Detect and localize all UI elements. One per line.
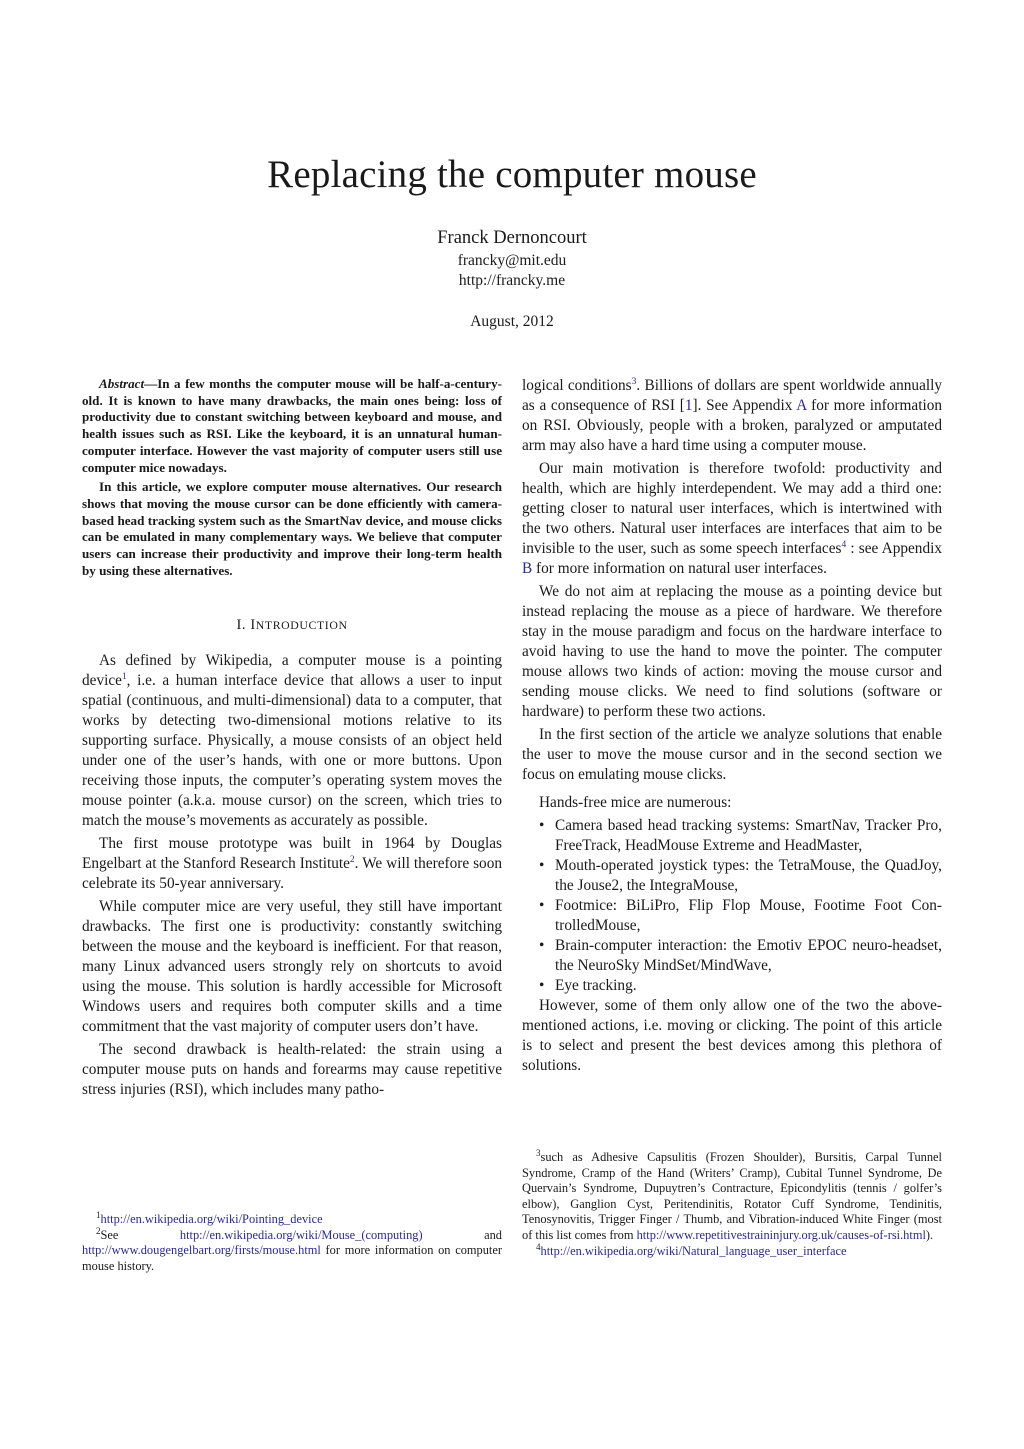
footnote-3-number: 3 [536, 1148, 541, 1158]
footnote-4-number: 4 [536, 1241, 541, 1252]
right-paragraph-5: Hands-free mice are numerous: [539, 794, 732, 811]
list-item: • Brain-computer interaction: the Emotiv EPOC neuro-headset, the NeuroSky MindSet/MindWave, [555, 936, 942, 976]
intro-paragraph-3: While computer mice are very useful, they still have important drawbacks. The first one is productivity: constantly switching between the mouse and the keyboard is inefficient. For that reason, many Linux advanced users strongly rely on shortcuts to avoid using the mouse. This solution is hardly accessible for Microsoft Windows users and requires both computer skills and a time commitment that the vast majority of computer users don’t have. [82, 898, 502, 1036]
right-p2-text-a: Our main motivation is therefore twofold: productivity and health, which are highly interdependent. We may add a third one: getting closer to natural user interfaces, which is intertwined with the two others. Natural user interfaces are interfaces that aim to be invisible to the user, such as some speech interfaces [522, 460, 942, 557]
list-item: • Footmice: BiLiPro, Flip Flop Mouse, Footime Foot Con-trolledMouse, [555, 896, 942, 936]
hands-free-mice-list [522, 816, 942, 996]
right-p2-text-c: for more information on natural user interfaces. [532, 560, 827, 577]
paper-title: Replacing the computer mouse [267, 153, 757, 196]
footnote-2-link-2[interactable]: http://www.dougengelbart.org/firsts/mouse.html [82, 1243, 321, 1258]
list-item: • Camera based head tracking systems: SmartNav, Tracker Pro, FreeTrack, HeadMouse Extreme and HeadMaster, [555, 816, 942, 856]
footnote-3 [522, 1150, 942, 1244]
section-first-letter: I [250, 617, 256, 634]
right-paragraph-6: However, some of them only allow one of the two the above-mentioned actions, i.e. moving or clicking. The point of this article is to select and present the best devices among this plethora of solutions. [522, 997, 942, 1074]
abstract-label: Abstract [99, 376, 145, 391]
footnote-4 [522, 1241, 942, 1260]
appendix-ref-b[interactable]: B [522, 560, 533, 577]
footnote-3-text: such as Adhesive Capsulitis (Frozen Shoulder), Bursitis, Carpal Tunnel Syndrome, Cramp of the Hand (Writers’ Cramp), Cubital Tunnel Syndrome, De Quervain’s Syndrome, Dupuytren’s Contracture, Epicondylitis (tennis / golfer’s elbow), Ganglion Cyst, Peritendinitis, Rotator Cuff Syndrome, Tendinitis, Tenosynovitis, Trigger Finger / Thumb, and Vibration-induced White Finger (most of this list comes from [522, 1150, 942, 1242]
footnote-2-prefix: See [100, 1227, 180, 1242]
left-column [82, 376, 502, 1100]
footnote-2-mid: and [422, 1227, 502, 1242]
right-p2-text-b: : see Appendix [846, 540, 942, 557]
intro-p2-text-b: . We will therefore soon celebrate its 50-year anniversary. [82, 855, 502, 893]
abstract [82, 376, 502, 579]
footnote-2-link-1[interactable]: http://en.wikipedia.org/wiki/Mouse_(computing) [179, 1227, 423, 1242]
footnote-1 [82, 1212, 502, 1228]
right-column-body [522, 376, 942, 813]
intro-paragraph-2 [82, 834, 502, 894]
list-item: • Mouth-operated joystick types: the TetraMouse, the QuadJoy, the Jouse2, the IntegraMouse, [555, 856, 942, 896]
right-paragraph-1 [522, 376, 942, 456]
abstract-paragraph-1 [82, 376, 502, 476]
footnote-2 [82, 1225, 502, 1275]
footnotes-right [522, 1150, 942, 1259]
author-name: Franck Dernoncourt [437, 228, 587, 248]
footnote-ref-3[interactable]: 3 [631, 377, 637, 387]
intro-paragraph-1 [82, 651, 502, 831]
abstract-text-1: —In a few months the computer mouse will be half-a-century-old. It is known to have many drawbacks, the main ones being: loss of productivity due to constant switching between keyboard and mouse, and health issues such as RSI. Like the keyboard, it is an unnatural human-computer interface. However the vast majority of computer users still use computer mice nowadays. [82, 376, 502, 475]
footnote-1-link[interactable]: http://en.wikipedia.org/wiki/Pointing_device [100, 1212, 323, 1226]
intro-p1-text-b: , i.e. a human interface device that allows a user to input spatial (continuous, and multi-dimensional) data to a computer, that works by detecting two-dimensional motions relative to its supporting surface. Physically, a mouse consists of an object held under one of the user’s hands, with one or more buttons. Upon receiving those inputs, the computer’s operating system moves the mouse pointer (a.k.a. mouse cursor) on the screen, which tries to match the mouse’s movements as accurately as possible. [82, 672, 502, 830]
section-numeral: I. [236, 617, 251, 634]
publication-date: August, 2012 [470, 313, 554, 330]
intro-p1-text-a: As defined by Wikipedia, a computer mouse is a pointing device [82, 652, 502, 690]
footnote-4-link[interactable]: http://en.wikipedia.org/wiki/Natural_language_user_interface [540, 1243, 847, 1258]
author-homepage: http://francky.me [458, 272, 566, 289]
footnote-3-suffix: ). [925, 1227, 934, 1242]
right-column-body-end [522, 996, 942, 1076]
section-title-caps: NTRODUCTION [255, 618, 348, 633]
section-heading-introduction [82, 617, 502, 634]
intro-p2-text-a: The first mouse prototype was built in 1964 by Douglas Engelbart at the Stanford Research Institute [82, 835, 502, 873]
author-email: francky@mit.edu [457, 252, 567, 269]
footnote-2-suffix: for more information on computer mouse history. [82, 1243, 502, 1273]
citation-ref-1[interactable]: 1 [684, 397, 693, 414]
right-paragraph-4: In the first section of the article we analyze solutions that enable the user to move the mouse cursor and in the second section we focus on emulating mouse clicks. [522, 726, 942, 783]
intro-paragraph-4: The second drawback is health-related: the strain using a computer mouse puts on hands and forearms may cause repetitive stress injuries (RSI), which includes many patho- [82, 1041, 502, 1099]
footnote-ref-1[interactable]: 1 [121, 672, 127, 683]
right-paragraph-3: We do not aim at replacing the mouse as a pointing device but instead replacing the mouse as a piece of hardware. We therefore stay in the mouse paradigm and focus on the hardware interface to avoid having to use the hand to move the pointer. The computer mouse allows two kinds of action: moving the mouse cursor and sending mouse clicks. We need to find solutions (software or hardware) to perform these two actions. [522, 583, 942, 720]
right-p1-text-b: . Billions of dollars are spent worldwide annually as a consequence of RSI [ [522, 377, 943, 414]
footnote-ref-4[interactable]: 4 [841, 540, 847, 550]
footnote-3-link[interactable]: http://www.repetitivestraininjury.org.uk/causes-of-rsi.html [636, 1227, 926, 1242]
footnote-2-number: 2 [96, 1225, 101, 1236]
footnote-1-number: 1 [96, 1210, 101, 1220]
right-p1-text-a: logical conditions [522, 377, 632, 394]
appendix-ref-a[interactable]: A [796, 397, 807, 414]
footnotes-left [82, 1212, 502, 1274]
right-p1-text-c: ]. See Appendix [692, 397, 797, 414]
list-item: • Eye tracking. [555, 976, 942, 996]
introduction-body [82, 651, 502, 1100]
right-column [522, 376, 942, 1076]
footnote-ref-2[interactable]: 2 [349, 855, 355, 866]
right-paragraph-2 [522, 459, 942, 579]
abstract-paragraph-2: In this article, we explore computer mouse alternatives. Our research shows that moving the mouse cursor can be done efficiently with camera-based head tracking system such as the SmartNav device, and mouse clicks can be emulated in many complementary ways. We believe that computer users can increase their productivity and improve their long-term health by using these alternatives. [82, 479, 502, 578]
right-p1-text-d: for more information on RSI. Obviously, people with a broken, paralyzed or amputated arm may also have a hard time using a computer mouse. [522, 397, 943, 454]
